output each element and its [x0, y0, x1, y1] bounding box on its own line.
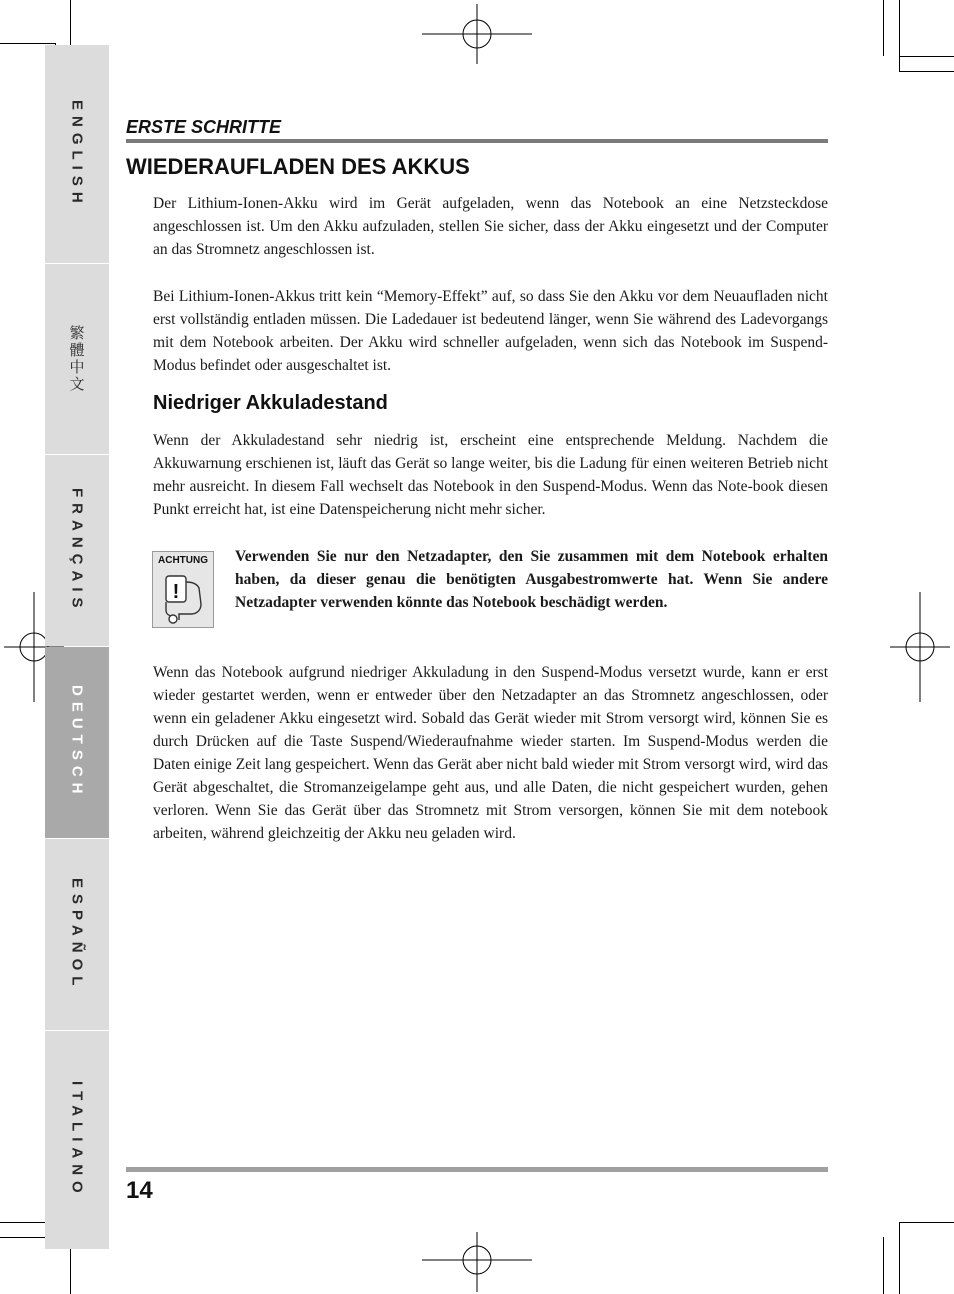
paragraph-memory-effect: Bei Lithium-Ionen-Akkus tritt kein “Memory-Effekt” auf, so dass Sie den Akku vor dem Neuaufladen nicht erst vollständig entladen müssen. Die Ladedauer ist bedeutend länger, wenn Sie während des Ladevorgangs mit dem Notebook arbeiten. Der Akku wird schneller aufgeladen, wenn sich das Notebook im Suspend-Modus befindet oder ausgeschaltet ist. [153, 288, 828, 374]
tab-espanol[interactable] [45, 839, 109, 1030]
warning-text: Verwenden Sie nur den Netzadapter, den Sie zusammen mit dem Notebook erhalten haben, da dieser genau die benötigten Ausgabestromwerte hat. Wenn Sie andere Netzadapter verwenden könnte das Notebook beschädigt werden. [235, 548, 828, 611]
tab-label: ITALIANO [68, 1081, 86, 1199]
tab-traditional-chinese[interactable] [45, 264, 109, 454]
warning-icon-label: ACHTUNG [158, 555, 208, 566]
page-title: WIEDERAUFLADEN DES AKKUS [126, 154, 470, 179]
tab-label: ESPAÑOL [68, 877, 86, 992]
tab-label: DEUTSCH [68, 685, 86, 800]
tab-label: 繁體中文 [67, 325, 86, 393]
registration-mark-bottom [422, 1232, 532, 1292]
registration-mark-top [422, 4, 532, 64]
footer-rule [126, 1167, 828, 1172]
paragraph-charging: Der Lithium-Ionen-Akku wird im Gerät aufgeladen, wenn das Notebook an eine Netzsteckdose angeschlossen ist. Um den Akku aufzuladen, stellen Sie sicher, dass der Akku eingesetzt und der Computer an das Stromnetz angeschlossen ist. [153, 195, 828, 258]
registration-mark-right [890, 592, 950, 702]
paragraph-suspend-mode: Wenn das Notebook aufgrund niedriger Akkuladung in den Suspend-Modus versetzt wurde, kann er erst wieder gestartet werden, wenn er entweder über den Netzadapter an das Stromnetz angeschlossen, oder wenn ein geladener Akku eingesetzt wird. Sobald das Gerät wieder mit Strom versorgt wird, können Sie es durch Drücken auf die Taste Suspend/Wiederaufnahme wieder starten. Im Suspend-Modus werden die Daten einige Zeit lang gespeichert. Wenn das Gerät aber nicht bald wieder mit Strom versorgt wird, wird das Gerät abgeschaltet, die Stromanzeigelampe geht aus, und alle Daten, die nicht gespeichert wurden, gehen verloren. Wenn Sie das Gerät über das Stromnetz mit Strom versorgen, können Sie mit dem notebook arbeiten, während gleichzeitig der Akku neu geladen wird. [153, 664, 828, 842]
svg-text:!: ! [172, 581, 180, 603]
warning-hand-icon [152, 551, 214, 628]
tab-italiano[interactable] [45, 1031, 109, 1249]
subheading-low-battery: Niedriger Akkuladestand [153, 392, 388, 414]
tab-english[interactable] [45, 45, 109, 263]
tab-label: FRANÇAIS [68, 487, 86, 614]
section-label: ERSTE SCHRITTE [126, 117, 282, 137]
paragraph-low-battery: Wenn der Akkuladestand sehr niedrig ist, erscheint eine entsprechende Meldung. Nachdem die Akkuwarnung erschienen ist, läuft das Gerät so lange weiter, bis die Ladung für einen weiteren Betrieb nicht mehr ausreicht. In diesem Fall wechselt das Notebook in den Suspend-Modus. Wenn das Note-book diesen Punkt erreicht hat, ist eine Datenspeicherung nicht mehr sicher. [153, 432, 828, 518]
tab-deutsch[interactable] [45, 647, 109, 838]
header-rule [126, 139, 828, 143]
page-number: 14 [126, 1177, 153, 1204]
tab-label: ENGLISH [68, 99, 86, 209]
tab-francais[interactable] [45, 455, 109, 646]
